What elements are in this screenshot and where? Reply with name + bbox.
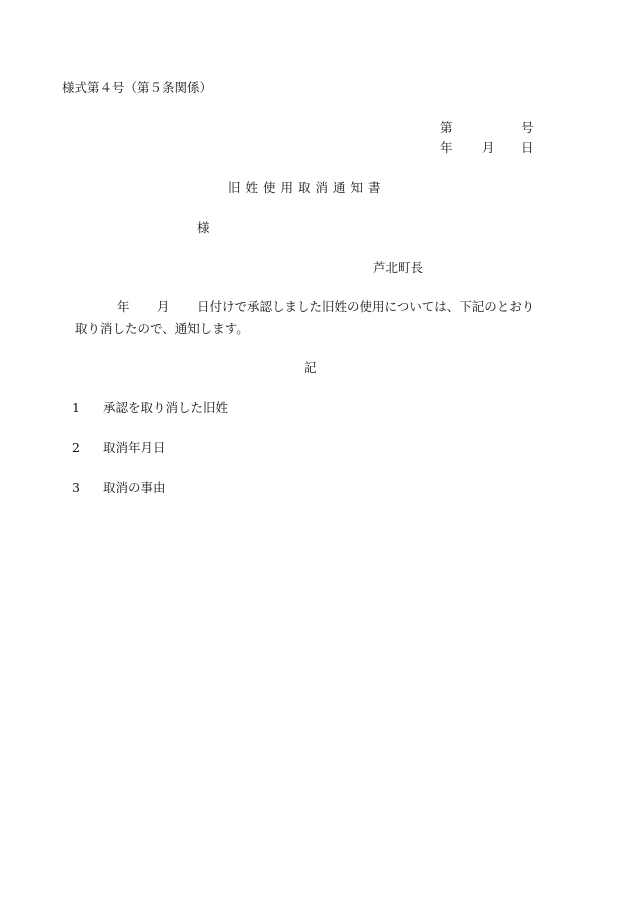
item-number: 2 <box>72 440 80 455</box>
document-title: 旧姓使用取消通知書 <box>228 180 386 195</box>
date-day-label: 日 <box>521 140 534 155</box>
item-number: 3 <box>72 480 80 495</box>
item-label: 取消年月日 <box>103 440 166 455</box>
item-number: 1 <box>72 400 80 415</box>
addressee-suffix: 様 <box>197 220 210 235</box>
form-number: 様式第４号（第５条関係） <box>62 80 213 95</box>
date-year-label: 年 <box>440 140 453 155</box>
doc-number-suffix: 号 <box>521 120 534 135</box>
item-label: 取消の事由 <box>103 480 166 495</box>
body-month-label: 月 <box>157 299 170 314</box>
body-text-line2: 取り消したので、通知します。 <box>75 321 249 336</box>
ki-heading: 記 <box>304 360 317 375</box>
body-year-label: 年 <box>117 299 130 314</box>
item-label: 承認を取り消した旧姓 <box>103 400 229 415</box>
body-text-line1: 日付けで承認しました旧姓の使用については、下記のとおり <box>197 299 535 314</box>
sender-name: 芦北町長 <box>373 260 424 275</box>
date-month-label: 月 <box>482 140 495 155</box>
doc-number-prefix: 第 <box>440 120 453 135</box>
